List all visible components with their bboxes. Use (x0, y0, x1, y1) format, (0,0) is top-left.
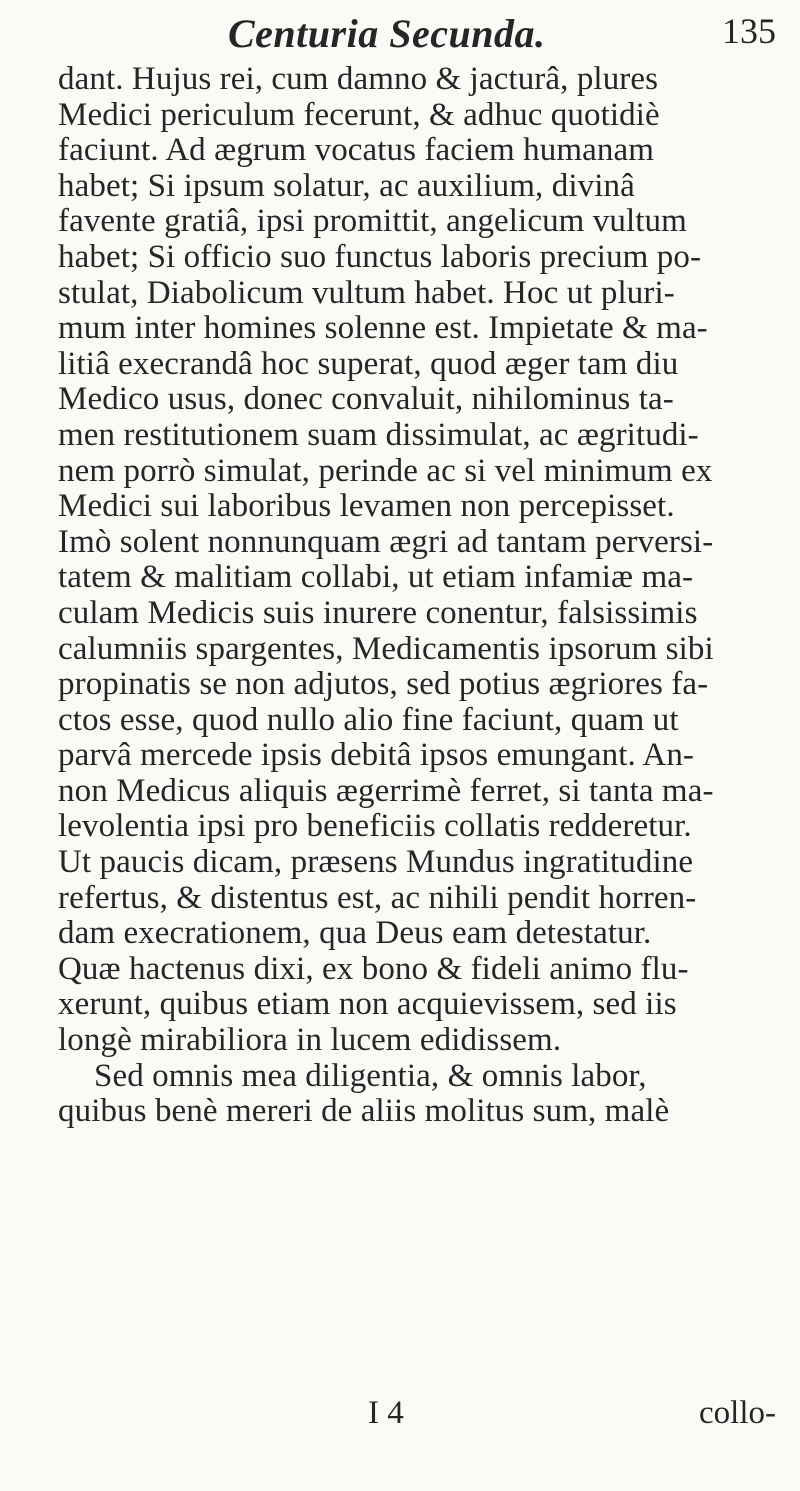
text-line: xerunt, quibus etiam non acquievissem, sed iis (58, 986, 677, 1023)
text-line: longè mirabiliora in lucem edidissem. (58, 1022, 562, 1059)
text-line: levolentia ipsi pro beneficiis collatis redderetur. (58, 808, 692, 845)
text-line: Imò solent nonnunquam ægri ad tantam perversi- (58, 523, 714, 560)
text-line: refertus, & distentus est, ac nihili pendit horren- (58, 879, 697, 916)
text-line: habet; Si ipsum solatur, ac auxilium, divinâ (58, 167, 635, 204)
text-line: propinatis se non adjutos, sed potius ægriores fa- (58, 666, 709, 703)
text-line: favente gratiâ, ipsi promittit, angelicum vultum (58, 203, 687, 240)
text-line: non Medicus aliquis ægerrimè ferret, si tanta ma- (58, 772, 714, 809)
body-text (58, 62, 790, 1130)
text-line: mum inter homines solenne est. Impietate & ma- (58, 310, 708, 347)
text-line: nem porrò simulat, perinde ac si vel minimum ex (58, 452, 713, 489)
text-line: ctos esse, quod nullo alio fine faciunt, quam ut (58, 701, 679, 738)
text-line: litiâ execrandâ hoc superat, quod æger tam diu (58, 345, 679, 382)
text-line: stulat, Diabolicum vultum habet. Hoc ut pluri- (58, 274, 675, 311)
text-line: calumniis spargentes, Medicamentis ipsorum sibi (58, 630, 714, 667)
text-line: Medici sui laboribus levamen non percepisset. (58, 488, 675, 525)
text-line: habet; Si officio suo functus laboris precium po- (58, 238, 702, 275)
text-line: parvâ mercede ipsis debitâ ipsos emungant. An- (58, 737, 695, 774)
text-line: tatem & malitiam collabi, ut etiam infamiæ ma- (58, 559, 694, 596)
text-line: men restitutionem suam dissimulat, ac ægritudi- (58, 416, 699, 453)
text-line: culam Medicis suis inurere conentur, falsissimis (58, 594, 698, 631)
page-header (60, 10, 790, 62)
catchword: collo- (699, 1395, 776, 1431)
text-line: Medici periculum fecerunt, & adhuc quotidiè (58, 96, 660, 133)
running-title: Centuria Secunda. (228, 11, 546, 56)
text-line: dant. Hujus rei, cum damno & jacturâ, plures (58, 61, 659, 97)
text-line: Medico usus, donec convaluit, nihilominus ta- (58, 381, 674, 418)
text-line: Quæ hactenus dixi, ex bono & fideli animo flu- (58, 950, 689, 987)
text-line: dam execrationem, qua Deus eam detestatur. (58, 915, 652, 952)
text-line: quibus benè mereri de aliis molitus sum, malè (58, 1093, 670, 1130)
text-line: faciunt. Ad ægrum vocatus faciem humanam (58, 132, 655, 169)
paragraph-start-line: Sed omnis mea diligentia, & omnis labor, (94, 1057, 647, 1094)
signature-mark: I 4 (368, 1395, 404, 1431)
page-number: 135 (722, 11, 776, 51)
text-line: Ut paucis dicam, præsens Mundus ingratitudine (58, 844, 694, 881)
page-footer (60, 1395, 790, 1435)
